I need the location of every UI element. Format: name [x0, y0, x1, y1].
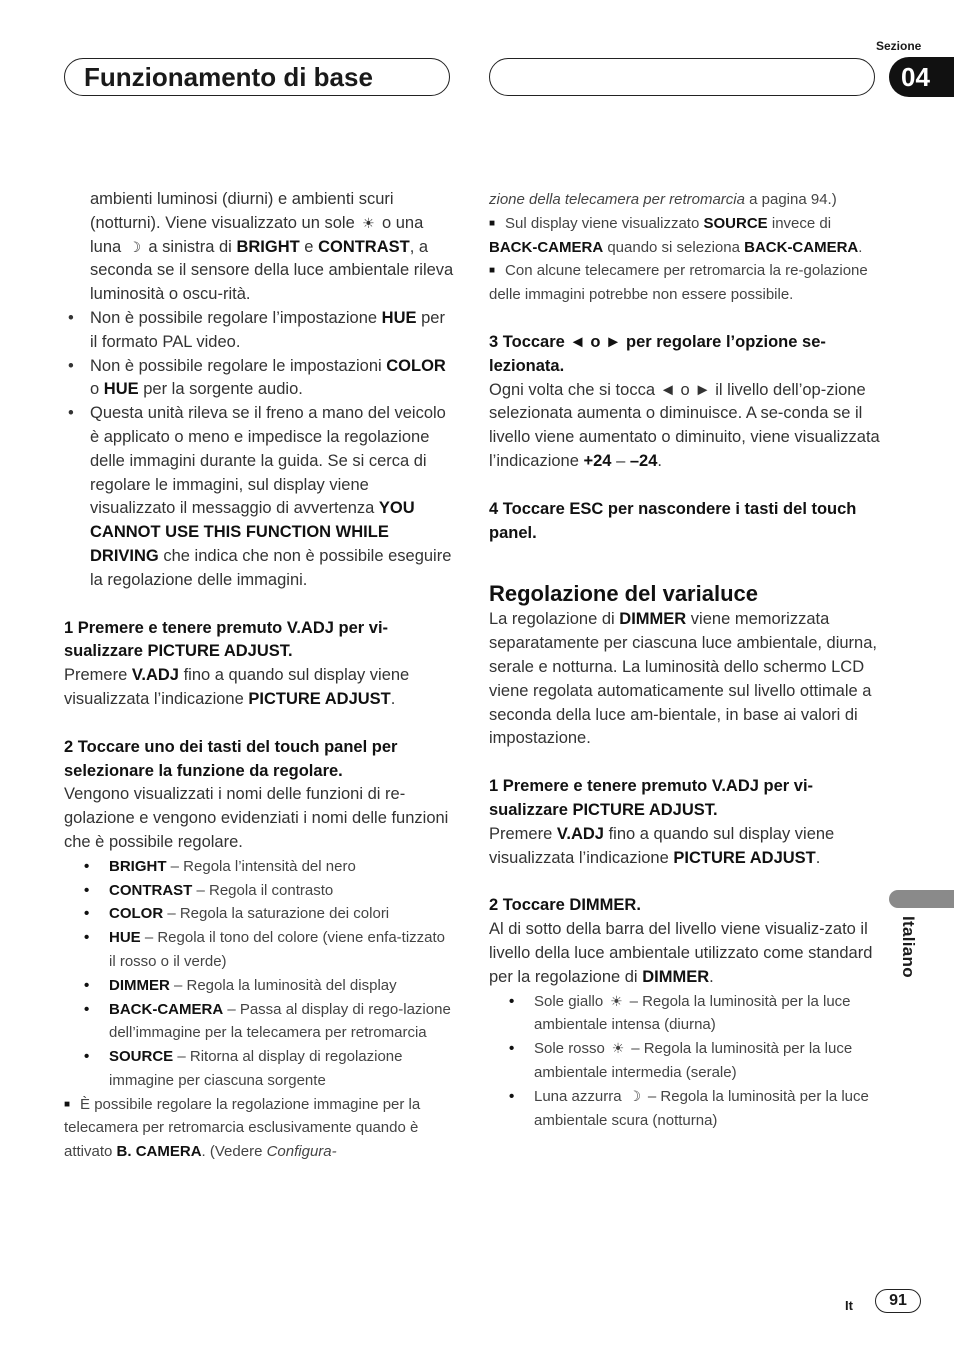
list-item: • DIMMER – Regola la luminosità del display — [64, 974, 454, 998]
header-blank-pill — [489, 58, 875, 96]
language-tab-label: Italiano — [899, 916, 918, 978]
list-item: • BRIGHT – Regola l’intensità del nero — [64, 855, 454, 879]
triangle-right-icon: ► — [605, 332, 622, 351]
square-bullet-icon: ■ — [489, 265, 496, 277]
page-number: 91 — [875, 1289, 921, 1313]
bullet-icon: • — [84, 881, 90, 899]
list-item: • Sole rosso ☀ – Regola la luminosità per la luce ambientale intermedia (serale) — [489, 1037, 881, 1085]
note-source-display: ■ Sul display viene visualizzato SOURCE invece di BACK-CAMERA quando si seleziona BACK-CAMERA. — [489, 214, 863, 256]
list-item: • Sole giallo ☀ – Regola la luminosità per la luce ambientale intensa (diurna) — [489, 990, 881, 1038]
bullet-icon: • — [84, 1048, 90, 1066]
ambient-light-list — [489, 990, 881, 1133]
list-item: • Non è possibile regolare le impostazioni COLOR o HUE per la sorgente audio. — [68, 356, 446, 399]
list-item: • BACK-CAMERA – Passa al display di rego-lazione dell’immagine per la telecamera per retromarcia — [64, 998, 454, 1046]
moon-icon: ☽ — [128, 238, 142, 255]
note-back-camera: ■ È possibile regolare la regolazione immagine per la telecamera per retromarcia esclusivamente quando è attivato B. CAMERA. (Vedere Configura- — [64, 1095, 421, 1161]
square-bullet-icon: ■ — [489, 217, 496, 229]
bullet-icon: • — [84, 929, 90, 947]
dimmer-step-2-title: 2 Toccare DIMMER. — [489, 896, 641, 915]
dimmer-step-1-title: 1 Premere e tenere premuto V.ADJ per vi-sualizzare PICTURE ADJUST. — [489, 777, 814, 819]
bullet-icon: • — [84, 905, 90, 923]
triangle-left-icon: ◄ — [569, 332, 586, 351]
bullet-icon: • — [509, 1087, 515, 1105]
list-item: • Non è possibile regolare l’impostazione HUE per il formato PAL video. — [68, 308, 445, 351]
bullet-icon: • — [509, 1040, 515, 1058]
step-3-body: Ogni volta che si tocca ◄ o ► il livello dell’op-zione selezionata aumenta o diminuisce. A se-conda se il livello viene aumentato o diminuito, viene visualizzata l’indicazione +24 – –24. — [489, 380, 880, 470]
dimmer-step-1-body: Premere V.ADJ fino a quando sul display viene visualizzata l’indicazione PICTURE ADJUST. — [489, 824, 835, 867]
bullet-icon: • — [509, 992, 515, 1010]
step-1-body: Premere V.ADJ fino a quando sul display viene visualizzata l’indicazione PICTURE ADJUST. — [64, 666, 410, 708]
bullet-icon: • — [68, 308, 74, 327]
dimmer-step-2-body: Al di sotto della barra del livello viene visualiz-zato il livello della luce ambientale utilizzato come standard per la regolazione di DIMMER. — [489, 920, 873, 986]
list-item: • COLOR – Regola la saturazione dei colori — [64, 902, 454, 926]
function-list — [64, 855, 454, 1093]
step-3-title: 3 Toccare ◄ o ► per regolare l’opzione se-lezionata. — [489, 332, 826, 375]
sun-icon: ☀ — [362, 214, 375, 231]
bullet-icon: • — [84, 857, 90, 875]
step-1-title: 1 Premere e tenere premuto V.ADJ per vi-sualizzare PICTURE ADJUST. — [64, 618, 389, 661]
list-item: • HUE – Regola il tono del colore (viene enfa-tizzato il rosso o il verde) — [64, 926, 454, 974]
square-bullet-icon: ■ — [64, 1098, 71, 1110]
sezione-label: Sezione — [876, 39, 922, 53]
list-item: • CONTRAST – Regola il contrasto — [64, 879, 454, 903]
sezione-number-badge: 04 — [889, 57, 954, 97]
list-item: • SOURCE – Ritorna al display di regolazione immagine per ciascuna sorgente — [64, 1045, 454, 1093]
right-column — [489, 188, 881, 1132]
note-continuation: zione della telecamera per retromarcia a pagina 94.) — [489, 191, 837, 208]
section-title: Funzionamento di base — [84, 62, 373, 92]
bullet-icon: • — [68, 404, 74, 423]
intro-paragraph: ambienti luminosi (diurni) e ambienti scuri (notturni). Viene visualizzato un sole ☀ o una luna ☽ a sinistra di BRIGHT e CONTRAST, a seconda se il sensore della luce ambientale rileva luminosità o oscu-rità. — [90, 190, 454, 304]
language-code: It — [845, 1298, 853, 1313]
list-item: • Luna azzurra ☽ – Regola la luminosità per la luce ambientale scura (notturna) — [489, 1085, 881, 1133]
triangle-left-icon: ◄ — [659, 380, 676, 399]
triangle-right-icon: ► — [694, 380, 711, 399]
step-2-title: 2 Toccare uno dei tasti del touch panel per selezionare la funzione da regolare. — [64, 737, 398, 780]
list-item: • Questa unità rileva se il freno a mano del veicolo è applicato o meno e impedisce la regolazione delle immagini durante la guida. Se si cerca di regolare le immagini, sul display viene visualizzato il messaggio di avvertenza YOU CANNOT USE THIS FUNCTION WHILE DRIVING che indica che non è possibile eseguire la regolazione delle immagini. — [68, 404, 452, 589]
bullet-icon: • — [84, 976, 90, 994]
bullet-icon: • — [84, 1000, 90, 1018]
sun-icon: ☀ — [610, 992, 623, 1009]
sun-icon: ☀ — [611, 1040, 625, 1057]
dimmer-intro-paragraph: La regolazione di DIMMER viene memorizzata separatamente per ciascuna luce ambientale, diurna, serale e notturna. La luminosità dello schermo LCD viene regolata automaticamente sul livello ottimale a seconda della luce am-bientale, in base ai valori di impostazione. — [489, 610, 877, 748]
section-heading: Regolazione del varialuce — [489, 581, 758, 607]
language-tab-marker — [889, 890, 954, 908]
bullet-icon: • — [68, 356, 74, 375]
moon-icon: ☽ — [628, 1087, 642, 1104]
left-column — [64, 188, 454, 1164]
note-camera-limits: ■ Con alcune telecamere per retromarcia la re-golazione delle immagini potrebbe non essere possibile. — [489, 262, 868, 304]
step-4-title: 4 Toccare ESC per nascondere i tasti del touch panel. — [489, 499, 857, 542]
step-2-body: Vengono visualizzati i nomi delle funzioni di re-golazione e vengono evidenziati i nomi delle funzioni che è possibile regolare. — [64, 785, 449, 851]
